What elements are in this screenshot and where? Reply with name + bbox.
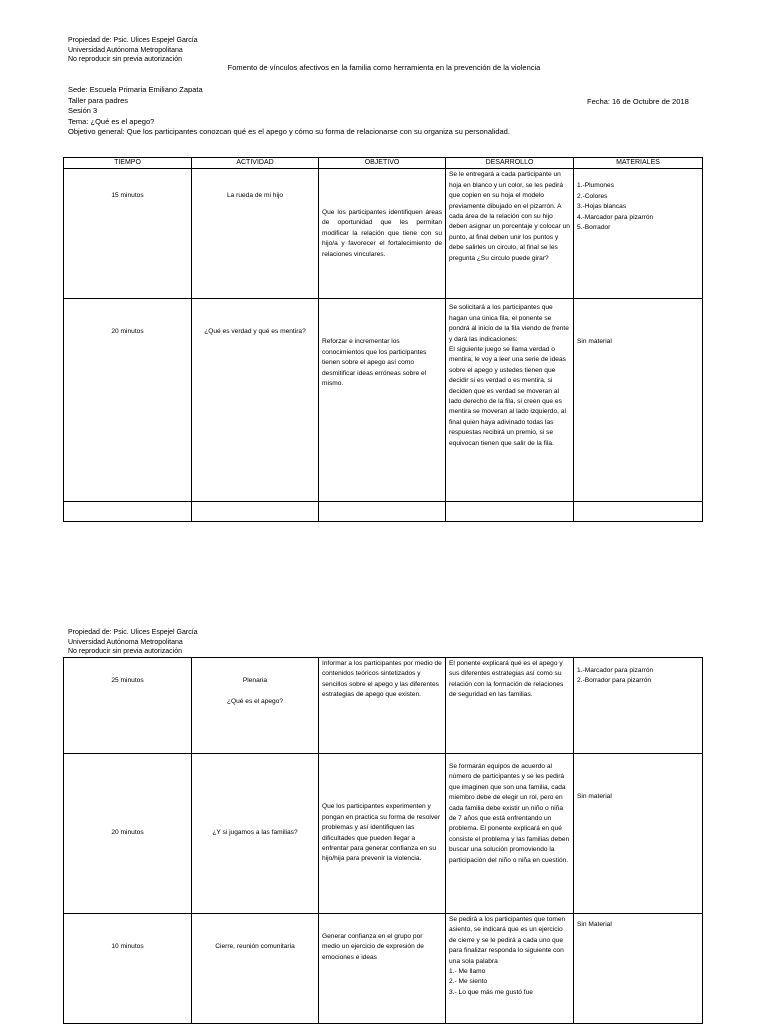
tiempo-cell xyxy=(64,502,192,522)
activity-table-page-2 xyxy=(63,657,703,1024)
actividad-cell: ¿Y si jugamos a las familias? xyxy=(192,754,319,914)
sede-line: Sede: Escuela Primaria Emiliano Zapata xyxy=(68,85,203,94)
table-row xyxy=(64,914,703,1024)
materiales-cell: Sin Material xyxy=(574,914,703,1024)
table-header-row xyxy=(64,158,703,169)
materiales-cell xyxy=(574,502,703,522)
objetivo-general-line: Objetivo general: Que los participantes conozcan qué es el apego y cómo su forma de relacionarse con su organiza su personalidad. xyxy=(68,127,510,136)
objetivo-cell: Que los participantes experimenten y pongan en practica su forma de resolver problemas y así identifiquen las dificultades que pueden llegar a enfrentar para generar confianza en su hijo/hija para prevenir la violencia. xyxy=(319,754,446,914)
tiempo-cell: 15 minutos xyxy=(64,169,192,299)
materiales-cell: 1.-Plumones 2.-Colores 3.-Hojas blancas 4.-Marcador para pizarrón 5.-Borrador xyxy=(574,169,703,299)
desarrollo-cell xyxy=(446,502,574,522)
sesion-line: Sesión 3 xyxy=(68,106,98,115)
owner-block xyxy=(68,628,198,657)
materiales-cell: Sin material xyxy=(574,299,703,502)
owner-line: Universidad Autónoma Metropolitana xyxy=(68,46,183,54)
desarrollo-cell: El ponente explicará qué es el apego y sus diferentes estrategias así como su relación con la formación de relaciones de seguridad en las familias. xyxy=(446,658,574,754)
owner-line: No reproducir sin previa autorización xyxy=(68,56,182,63)
tema-line: Tema: ¿Qué es el apego? xyxy=(68,116,155,126)
materiales-cell: Sin material xyxy=(574,754,703,914)
tiempo-cell: 20 minutos xyxy=(64,754,192,914)
table-row xyxy=(64,299,703,502)
objetivo-cell: Informar a los participantes por medio de contenidos teóricos sintetizados y sencillos sobre el apego y las diferentes estrategias de apego que existen. xyxy=(319,658,446,754)
owner-line: No reproducir sin previa autorización xyxy=(68,648,182,655)
tiempo-cell: 10 minutos xyxy=(64,914,192,1024)
session-info xyxy=(68,85,708,138)
desarrollo-cell: Se pedirá a los participantes que tomen asiento, se indicará que es un ejercicio de cierre y se le pedirá a cada uno que para finalizar responda lo siguiente con una sola palabra 1.- Me llamo 2.- Me siento 3.- Lo que más me gustó fue xyxy=(446,914,574,1024)
actividad-cell: Cierre, reunión comunitaria xyxy=(192,914,319,1024)
desarrollo-cell: Se formarán equipos de acuerdo al número de participantes y se les pedirá que imaginen que son una familia, cada miembro debe de elegir un rol, pero en cada familia debe existir un niño o niña de 7 años que está enfrentando un problema. El ponente explicará en qué consiste el problema y las familias deben buscar una solución promoviendo la participación del niño o niña en cuestión. xyxy=(446,754,574,914)
table-row xyxy=(64,169,703,299)
owner-line: Universidad Autónoma Metropolitana xyxy=(68,638,183,646)
taller-line: Taller para padres xyxy=(68,95,129,105)
actividad-cell xyxy=(192,502,319,522)
desarrollo-cell: Se solicitará a los participantes que hagan una única fila, el ponente se pondrá al inicio de la fila viendo de frente y dará las indicaciones: El siguiente juego se llama verdad o mentira, le voy a leer una serie de ideas sobre el apego y ustedes tienen que decidir si es verdad o es mentira, si deciden que es verdad se moveran al lado derecho de la fila, si creen que es mentira se moveran al lado izquierdo, al final quien haya adivinado todas las respuestas recibirá un premio, si se equivocan tienen que salir de la fila. xyxy=(446,299,574,502)
date-line: Fecha: 16 de Octubre de 2018 xyxy=(587,97,689,106)
table-row xyxy=(64,658,703,754)
table-row xyxy=(64,754,703,914)
owner-line: Propiedad de: Psic. Ulices Espejel García xyxy=(68,37,198,44)
owner-block xyxy=(68,36,198,65)
objetivo-cell: Que los participantes identifiquen áreas de oportunidad que les permitan modificar la relación que tiene con su hijo/a y favorecer el fortalecimiento de relaciones vinculares. xyxy=(319,169,446,299)
actividad-cell: La rueda de mi hijo xyxy=(192,169,319,299)
page-2 xyxy=(0,590,768,1024)
column-header: OBJETIVO xyxy=(319,158,446,169)
objetivo-cell xyxy=(319,502,446,522)
column-header: DESARROLLO xyxy=(446,158,574,169)
table-row-empty xyxy=(64,502,703,522)
tiempo-cell: 25 minutos xyxy=(64,658,192,754)
document-title: Fomento de vínculos afectivos en la familia como herramienta en la prevención de la violencia xyxy=(227,63,541,72)
column-header: TIEMPO xyxy=(64,158,192,169)
actividad-cell: ¿Qué es verdad y qué es mentira? xyxy=(192,299,319,502)
owner-line: Propiedad de: Psic. Ulices Espejel García xyxy=(68,629,198,636)
desarrollo-cell: Se le entregará a cada participante un hoja en blanco y un color, se les pedirá que copien en su hoja el modelo previamente dibujado en el pizarrón. A cada área de la relación con su hijo deben asignar un porcentaje y colocar un punto, al final deben unir los puntos y debe salirles un circulo, al final se les pregunta ¿Su circulo puede girar? xyxy=(446,169,574,299)
materiales-cell: 1.-Marcador para pizarrón 2.-Borrador para pizarrón xyxy=(574,658,703,754)
tiempo-cell: 20 minutos xyxy=(64,299,192,502)
objetivo-cell: Reforzar e incrementar los conocimientos que los participantes tienen sobre el apego así como desmitificar ideas erróneas sobre el mismo. xyxy=(319,299,446,502)
column-header: MATERIALES xyxy=(574,158,703,169)
activity-table-page-1 xyxy=(63,157,703,522)
actividad-cell: Plenaria ¿Qué es el apego? xyxy=(192,658,319,754)
column-header: ACTIVIDAD xyxy=(192,158,319,169)
objetivo-cell: Generar confianza en el grupo por medio un ejercicio de expresión de emociones e ideas xyxy=(319,914,446,1024)
